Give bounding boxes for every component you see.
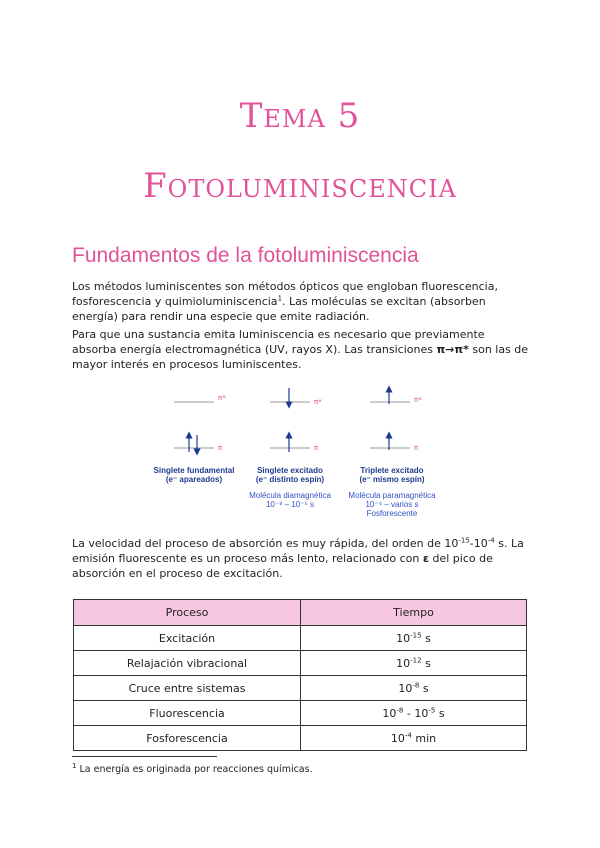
cell-proceso: Cruce entre sistemas [74,676,301,701]
paragraph-absorption [72,536,532,581]
footnote [72,761,313,775]
paragraph-intro-text-2: . Las moléculas se excitan (absorben energía) para rendir una especie que emite radiación. [72,295,486,323]
table-row [74,676,527,701]
epsilon-symbol: ε [422,552,429,565]
time-exp: -4 [404,730,412,739]
time-base: 10 [382,706,397,720]
cell-tiempo [301,701,527,726]
label-pi-star-3: π* [414,396,422,404]
time-base: 10 [398,681,413,695]
paragraph-absorption-mid: -10 [469,537,488,550]
footnote-number: 1 [72,761,77,770]
state-note-3a: Molécula paramagnética [348,491,436,500]
state-note-3b: 10⁻⁴ – varios s [365,500,419,509]
exponent-2: -4 [487,536,495,545]
state-subtitle-2: (e⁻ distinto espín) [255,475,325,484]
page-subtitle: Fotoluminiscencia [143,166,457,206]
cell-tiempo [301,651,527,676]
state-title-1: Singlete fundamental [153,466,235,475]
section-heading: Fundamentos de la fotoluminiscencia [72,244,419,267]
footnote-ref[interactable]: 1 [277,294,283,303]
table-row [74,701,527,726]
time-base-2: - 10 [403,706,429,720]
cell-proceso: Fluorescencia [74,701,301,726]
table-row [74,626,527,651]
paragraph-intro [72,279,532,324]
state-note-2b: 10⁻⁸ – 10⁻⁵ s [265,500,315,509]
time-unit: min [411,731,437,745]
paragraph-transitions-text-1: Para que una sustancia emita luminiscencia es necesario que previamente absorba energía electromagnética (UV, rayos X). Las transiciones [72,328,485,356]
time-unit: s [435,706,445,720]
header-tiempo: Tiempo [301,600,527,626]
label-pi-2: π [314,444,319,452]
time-exp: -12 [410,655,422,664]
state-title-2: Singlete excitado [257,466,323,475]
electron-spin-diagram [140,384,450,530]
paragraph-transitions [72,327,532,372]
label-pi-star-1: π* [218,394,226,402]
paragraph-absorption-text-1: La velocidad del proceso de absorción es muy rápida, del orden de 10 [72,537,459,550]
time-base: 10 [396,631,411,645]
paragraph-absorption-text-2: s. La emisión fluorescente es un proceso más lento, relacionado con [72,537,524,565]
state-note-2a: Molécula diamagnética [249,491,331,500]
cell-proceso: Excitación [74,626,301,651]
cell-tiempo [301,626,527,651]
state-subtitle-1: (e⁻ apareados) [165,475,223,484]
table-row [74,651,527,676]
process-times-table [73,599,527,751]
cell-tiempo [301,676,527,701]
transition-symbol: π→π* [436,343,469,356]
state-title-3: Triplete excitado [360,466,424,475]
label-pi-3: π [414,444,419,452]
paragraph-intro-text-1: Los métodos luminiscentes son métodos ópticos que engloban fluorescencia, fosforescencia y quimioluminiscencia [72,280,498,308]
page-title: Tema 5 [239,96,361,136]
footnote-text: La energía es originada por reacciones químicas. [76,764,313,775]
time-unit: s [421,656,431,670]
time-exp: -8 [412,680,420,689]
exponent-1: -15 [458,536,470,545]
cell-proceso: Fosforescencia [74,726,301,751]
paragraph-transitions-text-2: son las de mayor interés en procesos luminiscentes. [72,343,529,371]
time-unit: s [419,681,429,695]
paragraph-absorption-text-3: del pico de absorción en el proceso de excitación. [72,552,493,580]
time-exp: -8 [396,705,404,714]
time-unit: s [421,631,431,645]
energy-levels-svg [140,384,450,474]
time-base: 10 [390,731,405,745]
cell-tiempo [301,726,527,751]
time-exp-2: -5 [428,705,436,714]
footnote-divider [72,756,217,757]
label-pi-star-2: π* [314,398,322,406]
table-header-row [74,600,527,626]
cell-proceso: Relajación vibracional [74,651,301,676]
time-exp: -15 [410,630,422,639]
state-subtitle-3: (e⁻ mismo espín) [359,475,425,484]
time-base: 10 [396,656,411,670]
state-caption-3 [332,466,452,518]
label-pi-1: π [218,444,223,452]
header-proceso: Proceso [74,600,301,626]
table-row [74,726,527,751]
state-note-3c: Fosforescente [366,509,418,518]
